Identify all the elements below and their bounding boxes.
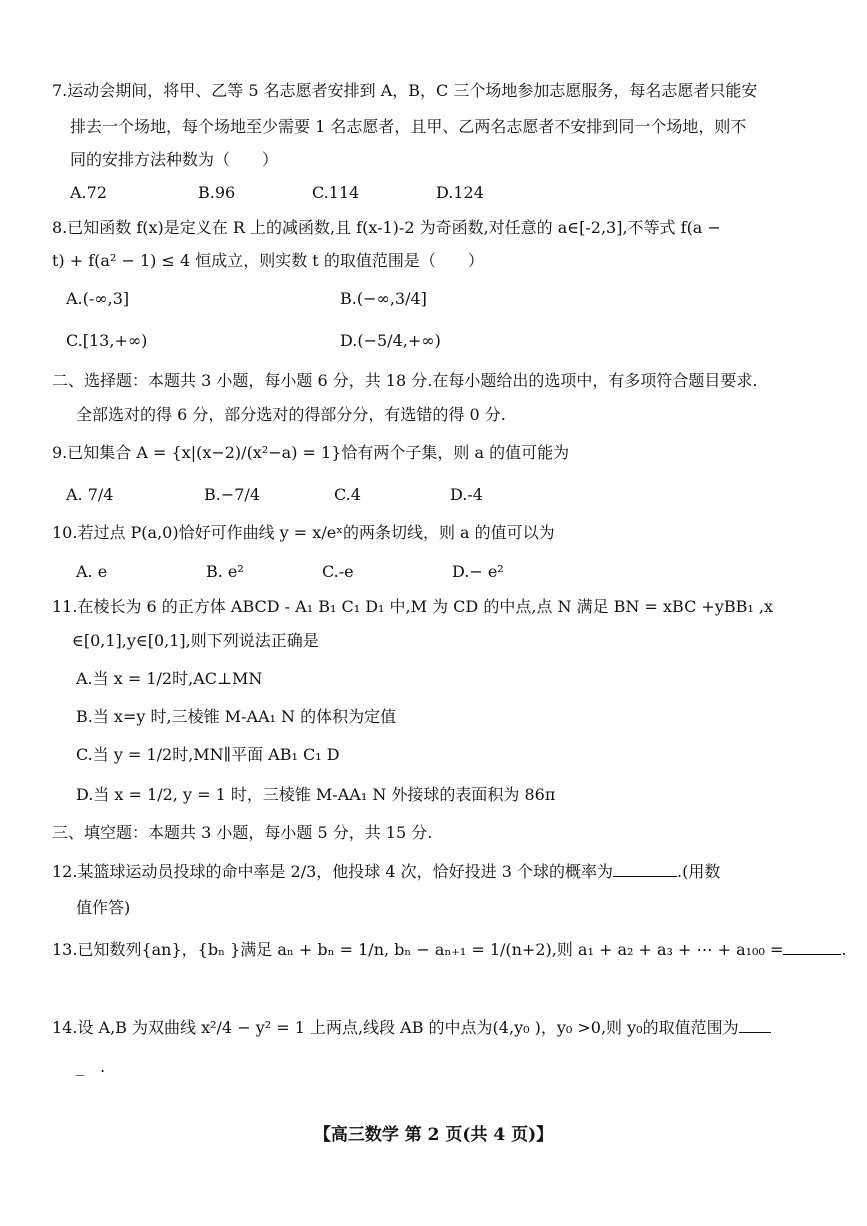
q11-option-c: C.当 y = 1/2时,MN∥平面 AB₁ C₁ D (76, 745, 340, 764)
q11-line-1: 11.在棱长为 6 的正方体 ABCD - A₁ B₁ C₁ D₁ 中,M 为 CD 的中点,点 N 满足 BN = xBC +yBB₁ ,x (52, 597, 773, 616)
q10-line-1: 10.若过点 P(a,0)恰好可作曲线 y = x/eˣ的两条切线，则 a 的值可以为 (52, 523, 555, 542)
page-footer: 【高三数学 第 2 页(共 4 页)】 (313, 1125, 554, 1145)
section-2-rules: 全部选对的得 6 分，部分选对的得部分分，有选错的得 0 分. (76, 405, 506, 424)
q8-line-2: t) + f(a² − 1) ≤ 4 恒成立，则实数 t 的取值范围是（ ） (52, 251, 484, 270)
q9-line-1: 9.已知集合 A = {x|(x−2)/(x²−a) = 1}恰有两个子集，则 a 的值可能为 (52, 443, 570, 462)
q10-option-a: A. e (76, 562, 108, 581)
q11-option-d: D.当 x = 1/2, y = 1 时，三棱锥 M-AA₁ N 外接球的表面积为 86π (76, 785, 556, 804)
q8-option-c: C.[13,+∞) (66, 331, 148, 350)
q7-option-c: C.114 (312, 183, 360, 202)
q12-answer-blank[interactable] (613, 860, 677, 877)
q12-line-2: 值作答) (76, 898, 131, 917)
q11-line-2: ∈[0,1],y∈[0,1],则下列说法正确是 (72, 631, 319, 650)
q13-answer-blank[interactable] (783, 938, 841, 955)
q12-text: 12.某篮球运动员投球的命中率是 2/3，他投球 4 次，恰好投进 3 个球的概率为 (52, 862, 613, 881)
q7-option-b: B.96 (198, 183, 236, 202)
q8-option-d: D.(−5/4,+∞) (340, 331, 441, 350)
q10-option-d: D.− e² (452, 562, 504, 581)
section-3-heading: 三、填空题：本题共 3 小题，每小题 5 分，共 15 分. (52, 823, 433, 842)
q11-option-b: B.当 x=y 时,三棱锥 M-AA₁ N 的体积为定值 (76, 707, 397, 726)
q7-line-1: 7.运动会期间，将甲、乙等 5 名志愿者安排到 A，B，C 三个场地参加志愿服务，每名志愿者只能安 (52, 81, 758, 100)
q7-option-a: A.72 (70, 183, 107, 202)
q12-line-1 (52, 860, 720, 883)
q9-option-a: A. 7/4 (66, 485, 114, 504)
q14-line-2: _ . (76, 1057, 106, 1076)
q8-option-a: A.(-∞,3] (66, 289, 130, 308)
q9-option-c: C.4 (334, 485, 361, 504)
q11-option-a: A.当 x = 1/2时,AC⊥MN (76, 669, 263, 688)
q13-text-tail: . (841, 940, 847, 959)
q7-line-3: 同的安排方法种数为（ ） (70, 150, 279, 169)
q8-option-b: B.(−∞,3/4] (340, 289, 427, 308)
q13-text: 13.已知数列{an}，{bₙ }满足 aₙ + bₙ = 1/n, bₙ − aₙ₊₁ = 1/(n+2),则 a₁ + a₂ + a₃ + ⋯ + a₁₀₀ = (52, 940, 784, 959)
q10-option-b: B. e² (206, 562, 244, 581)
q14-line-1 (52, 1016, 771, 1039)
q7-option-d: D.124 (436, 183, 484, 202)
q14-text: 14.设 A,B 为双曲线 x²/4 − y² = 1 上两点,线段 AB 的中点为(4,y₀ )，y₀ >0,则 y₀的取值范围为 (52, 1018, 739, 1037)
q7-line-2: 排去一个场地，每个场地至少需要 1 名志愿者，且甲、乙两名志愿者不安排到同一个场地，则不 (70, 117, 747, 136)
q8-line-1: 8.已知函数 f(x)是定义在 R 上的减函数,且 f(x-1)-2 为奇函数,对任意的 a∈[-2,3],不等式 f(a − (52, 218, 721, 237)
q14-answer-blank[interactable] (739, 1016, 771, 1033)
q10-option-c: C.-e (322, 562, 354, 581)
q9-option-b: B.−7/4 (204, 485, 260, 504)
q12-text-tail: .(用数 (677, 862, 721, 881)
q9-option-d: D.-4 (450, 485, 483, 504)
q13-line-1 (52, 938, 846, 961)
section-2-heading: 二、选择题：本题共 3 小题，每小题 6 分，共 18 分.在每小题给出的选项中，有多项符合题目要求. (52, 371, 758, 390)
